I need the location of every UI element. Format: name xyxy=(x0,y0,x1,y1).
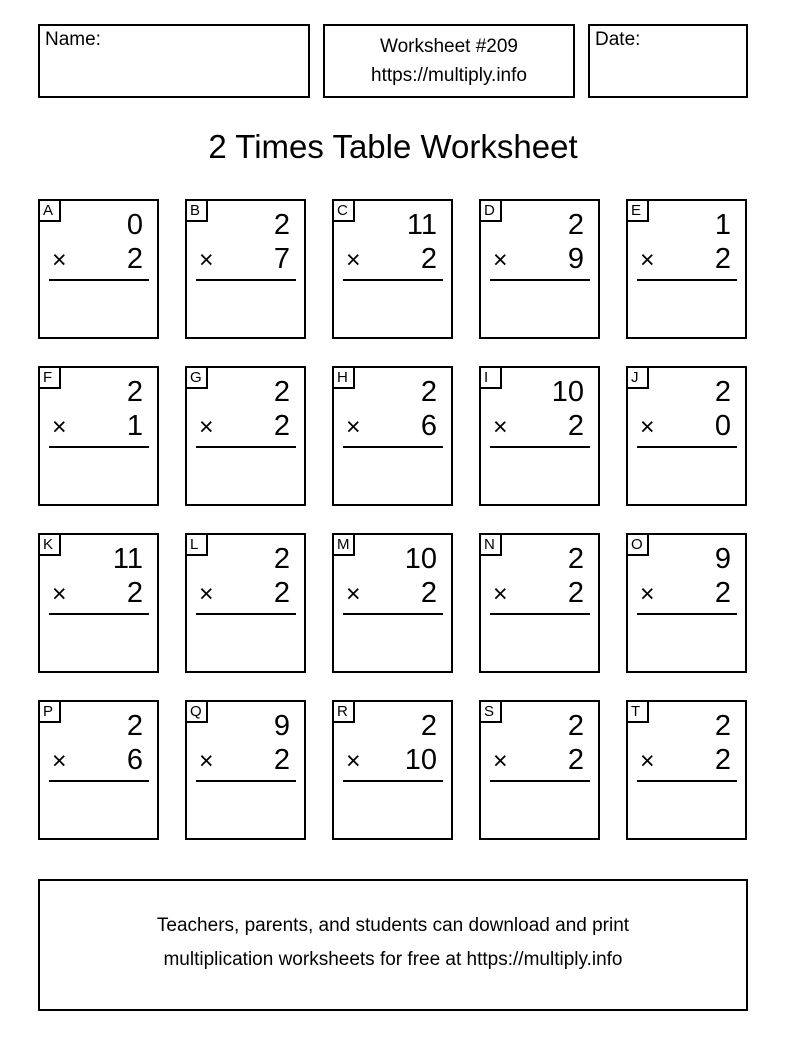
worksheet-info-box xyxy=(323,24,575,98)
times-sign: × xyxy=(640,246,655,274)
multiplier: 2 xyxy=(714,744,731,776)
problem-card[interactable] xyxy=(38,366,159,506)
multiplicand: 2 xyxy=(273,543,290,575)
answer-line xyxy=(490,613,590,615)
multiplicand: 2 xyxy=(126,710,143,742)
answer-line xyxy=(196,613,296,615)
problem-card[interactable] xyxy=(38,700,159,840)
problem-label: C xyxy=(332,199,355,222)
times-sign: × xyxy=(199,580,214,608)
problem-label: J xyxy=(626,366,649,389)
problem-label: M xyxy=(332,533,355,556)
multiplier: 1 xyxy=(126,410,143,442)
multiplier: 2 xyxy=(714,577,731,609)
problem-card[interactable] xyxy=(332,533,453,673)
times-sign: × xyxy=(52,580,67,608)
multiplier: 2 xyxy=(126,243,143,275)
multiplier: 7 xyxy=(273,243,290,275)
times-sign: × xyxy=(199,246,214,274)
multiplier: 2 xyxy=(567,410,584,442)
problem-card[interactable] xyxy=(38,199,159,339)
problem-card[interactable] xyxy=(626,700,747,840)
problem-label: A xyxy=(38,199,61,222)
date-field[interactable] xyxy=(588,24,748,98)
problem-label: H xyxy=(332,366,355,389)
answer-line xyxy=(343,279,443,281)
answer-line xyxy=(49,279,149,281)
multiplier: 6 xyxy=(420,410,437,442)
multiplicand: 2 xyxy=(567,543,584,575)
problem-card[interactable] xyxy=(332,199,453,339)
problem-card[interactable] xyxy=(626,366,747,506)
worksheet-number: Worksheet #209 xyxy=(379,36,518,57)
multiplier: 2 xyxy=(126,577,143,609)
multiplicand: 2 xyxy=(126,376,143,408)
answer-line xyxy=(490,446,590,448)
answer-line xyxy=(49,780,149,782)
times-sign: × xyxy=(52,747,67,775)
multiplicand: 2 xyxy=(714,710,731,742)
multiplicand: 2 xyxy=(714,376,731,408)
times-sign: × xyxy=(346,747,361,775)
multiplicand: 9 xyxy=(273,710,290,742)
name-label: Name: xyxy=(45,29,101,50)
problem-card[interactable] xyxy=(185,366,306,506)
problem-label: O xyxy=(626,533,649,556)
times-sign: × xyxy=(640,747,655,775)
multiplier: 2 xyxy=(420,577,437,609)
multiplier: 2 xyxy=(273,744,290,776)
footer-line-1: Teachers, parents, and students can download and print xyxy=(156,915,630,936)
times-sign: × xyxy=(346,580,361,608)
problem-card[interactable] xyxy=(626,199,747,339)
times-sign: × xyxy=(640,413,655,441)
problem-card[interactable] xyxy=(185,700,306,840)
problem-card[interactable] xyxy=(479,533,600,673)
name-field[interactable] xyxy=(38,24,310,98)
multiplicand: 11 xyxy=(406,209,437,241)
times-sign: × xyxy=(640,580,655,608)
problem-label: D xyxy=(479,199,502,222)
date-label: Date: xyxy=(595,29,641,50)
problem-card[interactable] xyxy=(626,533,747,673)
multiplier: 2 xyxy=(273,577,290,609)
times-sign: × xyxy=(199,747,214,775)
problem-label: P xyxy=(38,700,61,723)
times-sign: × xyxy=(493,747,508,775)
worksheet-website: https://multiply.info xyxy=(371,65,527,86)
footer-box xyxy=(38,879,748,1011)
problem-card[interactable] xyxy=(479,199,600,339)
multiplicand: 10 xyxy=(404,543,437,575)
problem-card[interactable] xyxy=(185,533,306,673)
multiplicand: 1 xyxy=(714,209,731,241)
problem-card[interactable] xyxy=(185,199,306,339)
multiplier: 2 xyxy=(420,243,437,275)
multiplicand: 9 xyxy=(714,543,731,575)
times-sign: × xyxy=(493,413,508,441)
answer-line xyxy=(343,446,443,448)
times-sign: × xyxy=(493,580,508,608)
problem-label: Q xyxy=(185,700,208,723)
times-sign: × xyxy=(52,246,67,274)
problem-label: E xyxy=(626,199,649,222)
multiplier: 6 xyxy=(126,744,143,776)
problem-label: I xyxy=(479,366,502,389)
problem-card[interactable] xyxy=(479,700,600,840)
times-sign: × xyxy=(346,413,361,441)
multiplier: 10 xyxy=(404,744,437,776)
multiplicand: 2 xyxy=(567,209,584,241)
answer-line xyxy=(637,279,737,281)
problem-label: S xyxy=(479,700,502,723)
times-sign: × xyxy=(52,413,67,441)
multiplier: 0 xyxy=(714,410,731,442)
answer-line xyxy=(196,446,296,448)
times-sign: × xyxy=(199,413,214,441)
problem-card[interactable] xyxy=(332,700,453,840)
multiplicand: 11 xyxy=(112,543,143,575)
problem-label: F xyxy=(38,366,61,389)
multiplicand: 2 xyxy=(420,710,437,742)
multiplicand: 2 xyxy=(273,209,290,241)
problem-label: B xyxy=(185,199,208,222)
answer-line xyxy=(637,780,737,782)
multiplier: 2 xyxy=(567,577,584,609)
multiplicand: 2 xyxy=(420,376,437,408)
footer-line-2: multiplication worksheets for free at https://multiply.info xyxy=(163,949,623,970)
answer-line xyxy=(49,446,149,448)
problem-label: T xyxy=(626,700,649,723)
multiplicand: 0 xyxy=(126,209,143,241)
answer-line xyxy=(196,780,296,782)
times-sign: × xyxy=(493,246,508,274)
multiplicand: 10 xyxy=(551,376,584,408)
problem-label: L xyxy=(185,533,208,556)
answer-line xyxy=(343,780,443,782)
multiplier: 2 xyxy=(273,410,290,442)
problem-label: K xyxy=(38,533,61,556)
multiplicand: 2 xyxy=(567,710,584,742)
problem-card[interactable] xyxy=(38,533,159,673)
multiplier: 9 xyxy=(567,243,584,275)
answer-line xyxy=(49,613,149,615)
answer-line xyxy=(343,613,443,615)
answer-line xyxy=(637,446,737,448)
problem-label: G xyxy=(185,366,208,389)
answer-line xyxy=(196,279,296,281)
times-sign: × xyxy=(346,246,361,274)
answer-line xyxy=(490,279,590,281)
page-title: 2 Times Table Worksheet xyxy=(208,128,578,165)
multiplier: 2 xyxy=(714,243,731,275)
multiplicand: 2 xyxy=(273,376,290,408)
problem-card[interactable] xyxy=(332,366,453,506)
problem-label: R xyxy=(332,700,355,723)
problem-card[interactable] xyxy=(479,366,600,506)
problem-label: N xyxy=(479,533,502,556)
multiplier: 2 xyxy=(567,744,584,776)
answer-line xyxy=(637,613,737,615)
answer-line xyxy=(490,780,590,782)
